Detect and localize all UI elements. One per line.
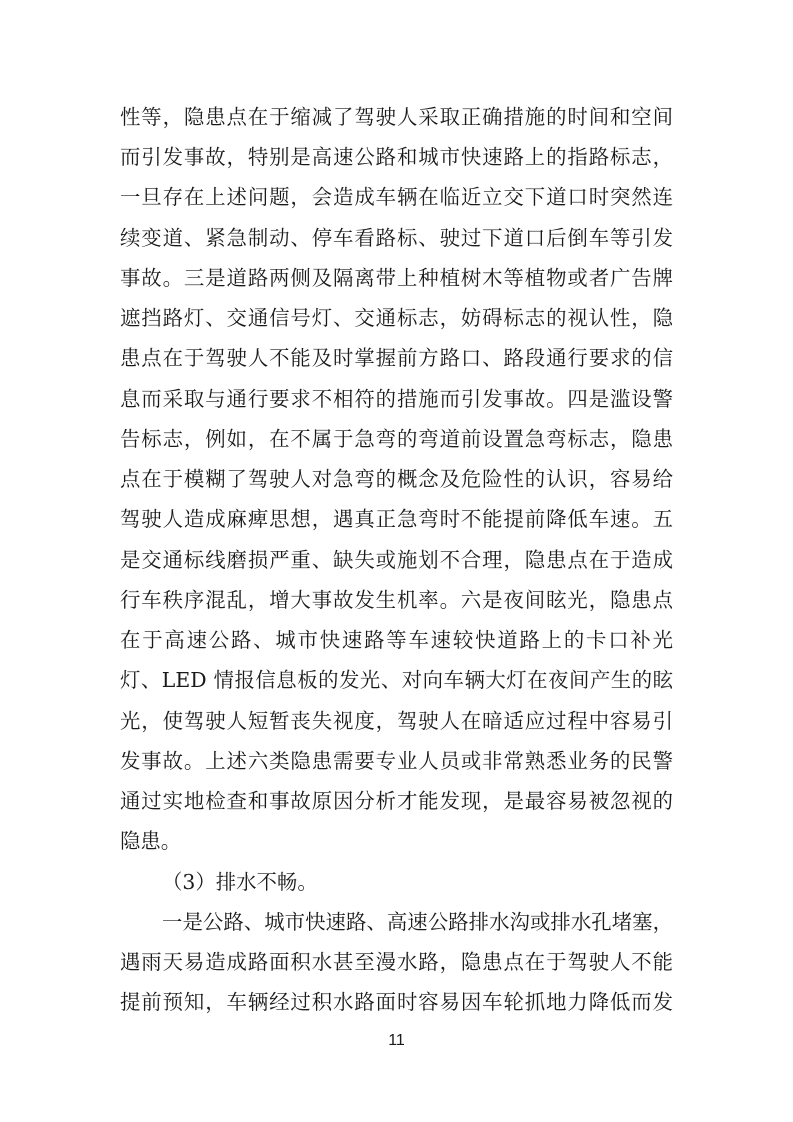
body-line-3: 一旦存在上述问题，会造成车辆在临近立交下道口时突然连 <box>120 185 673 209</box>
body-line-2: 而引发事故，特别是高速公路和城市快速路上的指路标志， <box>120 145 673 169</box>
body-line-5: 事故。三是道路两侧及隔离带上种植树木等植物或者广告牌 <box>120 266 673 290</box>
body-line-14: 在于高速公路、城市快速路等车速较快道路上的卡口补光 <box>120 628 673 652</box>
body-line-13: 行车秩序混乱，增大事故发生机率。六是夜间眩光，隐患点 <box>120 588 673 612</box>
body-line-17: 发事故。上述六类隐患需要专业人员或非常熟悉业务的民警 <box>120 749 673 773</box>
body-line-6: 遮挡路灯、交通信号灯、交通标志，妨碍标志的视认性，隐 <box>120 306 673 330</box>
body-line-10: 点在于模糊了驾驶人对急弯的概念及危险性的认识，容易给 <box>120 467 673 491</box>
paragraph2-line-1: 一是公路、城市快速路、高速公路排水沟或排水孔堵塞， <box>162 910 673 934</box>
body-line-19: 隐患。 <box>120 829 182 853</box>
body-line-4: 续变道、紧急制动、停车看路标、驶过下道口后倒车等引发 <box>120 226 673 250</box>
paragraph2-line-2: 遇雨天易造成路面积水甚至漫水路，隐患点在于驾驶人不能 <box>120 950 673 974</box>
body-line-12: 是交通标线磨损严重、缺失或施划不合理，隐患点在于造成 <box>120 548 673 572</box>
section-heading: （3）排水不畅。 <box>162 870 318 894</box>
body-line-8: 息而采取与通行要求不相符的措施而引发事故。四是滥设警 <box>120 387 673 411</box>
body-line-16: 光，使驾驶人短暂丧失视度，驾驶人在暗适应过程中容易引 <box>120 709 673 733</box>
body-line-15: 灯、LED 情报信息板的发光、对向车辆大灯在夜间产生的眩 <box>120 668 673 692</box>
body-line-11: 驾驶人造成麻痺思想，遇真正急弯时不能提前降低车速。五 <box>120 507 673 531</box>
body-line-1: 性等，隐患点在于缩减了驾驶人采取正确措施的时间和空间 <box>120 105 673 129</box>
page-number: 11 <box>388 1032 405 1049</box>
paragraph2-line-3: 提前预知，车辆经过积水路面时容易因车轮抓地力降低而发 <box>120 990 673 1014</box>
body-line-9: 告标志，例如，在不属于急弯的弯道前设置急弯标志，隐患 <box>120 427 673 451</box>
body-line-18: 通过实地检查和事故原因分析才能发现，是最容易被忽视的 <box>120 789 673 813</box>
body-line-7: 患点在于驾驶人不能及时掌握前方路口、路段通行要求的信 <box>120 346 673 370</box>
